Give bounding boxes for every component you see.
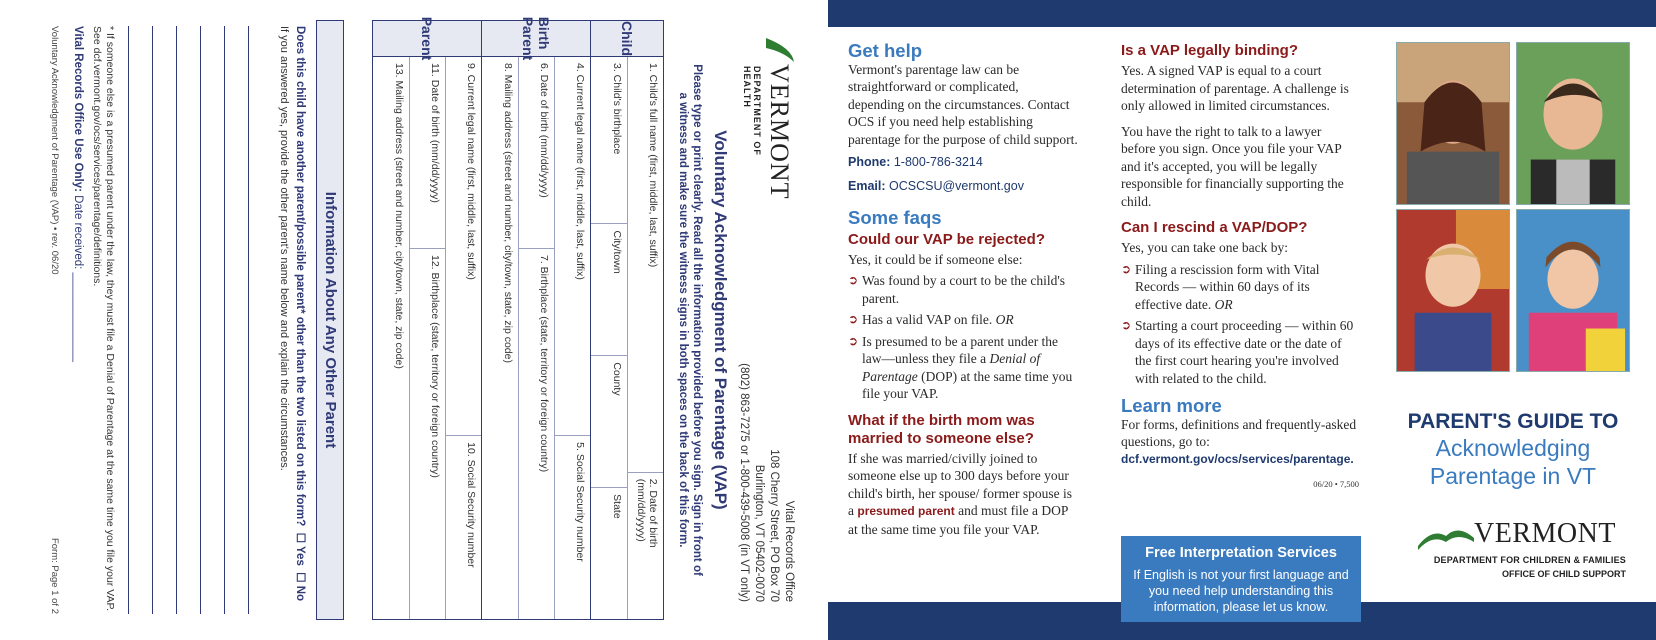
arrow-bullet-icon: ➲ — [1121, 261, 1132, 276]
bullet-text: Filing a rescission form with Vital Records — within 60 days of its effective date. — [1135, 261, 1320, 312]
photo-boy — [1516, 42, 1630, 205]
interpretation-body: If English is not your first language and you need help understanding this information, please let us know. — [1133, 568, 1349, 614]
footnote: * If someone else is a presumed parent under the law, they must file a Denial of Parentage at the same time you file your VAP. See dcf.vermont.gov/ocs/services/parentage/definitions. — [91, 26, 116, 612]
bp-name-field[interactable]: 4. Current legal name (first, middle, last, suffix) — [555, 57, 590, 436]
brochure-column-1 — [848, 42, 1078, 538]
child-name-field[interactable]: 1. Child's full name (first, middle, last, suffix) — [628, 57, 663, 473]
child-section — [590, 21, 663, 619]
other-parent-explain: If you answered yes, provide the other parent's name below and explain the circumstances. — [278, 26, 290, 471]
faq-q1: Could our VAP be rejected? — [848, 230, 1045, 248]
birth-parent-label — [482, 16, 590, 61]
no-checkbox[interactable]: ☐ — [294, 572, 306, 583]
child-birthplace-field: 3. Child's birthplace — [591, 57, 627, 224]
child-label — [591, 21, 663, 57]
list-item — [848, 272, 1078, 307]
office-use-only: Vital Records Office Use Only: Date received: ______________ — [72, 26, 84, 363]
p-address-field[interactable]: 13. Mailing address (street and number, city/town, state, zip code) — [393, 63, 405, 369]
arrow-bullet-icon: ➲ — [1121, 318, 1132, 332]
bp-birthplace-field[interactable]: 7. Birthplace (state, territory or foreign country) — [538, 255, 550, 473]
faq-a3b: You have the right to talk to a lawyer before you sign. Once you file your VAP and it's accepted, you will be legally responsible for financially supporting the child. — [1121, 123, 1344, 209]
yes-checkbox[interactable]: ☐ — [294, 532, 306, 544]
or-word: OR — [995, 312, 1014, 327]
learn-more-link[interactable]: dcf.vermont.gov/ocs/services/parentage. — [1121, 451, 1354, 466]
office-line: (802) 863-7275 or 1-800-439-5008 (in VT only) — [738, 363, 750, 602]
photo-toddler — [1396, 209, 1510, 372]
top-band — [828, 0, 1656, 27]
p-dob-field[interactable]: 11. Date of birth (mm/dd/yyyy) — [410, 57, 445, 249]
phone-number[interactable]: 1-800-786-3214 — [893, 155, 983, 169]
bullet-text: Was found by a court to be the child's parent. — [862, 273, 1066, 306]
dop-italic: Denial of Parentage — [862, 351, 1041, 384]
or-word: OR — [1214, 296, 1233, 312]
email-label: Email: — [848, 178, 886, 193]
parent-section — [373, 16, 481, 619]
arrow-bullet-icon: ➲ — [848, 273, 859, 287]
bp-ssn-field[interactable]: 5. Social Security number — [574, 442, 586, 562]
faq-a3: Yes. A signed VAP is equal to a court determination of parentage. A challenge is only allowed in limited circumstances. — [1121, 63, 1349, 113]
photo-woman — [1396, 42, 1510, 205]
faq-a4: Yes, you can take one back by: — [1121, 240, 1288, 255]
get-help-heading: Get help — [848, 40, 923, 61]
logo-word: VERMONT — [1474, 518, 1616, 549]
photo-girl — [1516, 209, 1630, 372]
birth-parent-section — [481, 16, 590, 619]
date-code: 06/20 • 7,500 — [1313, 479, 1359, 489]
faq-a2-post: and must file a DOP at the same time you file your VAP. — [848, 503, 1068, 537]
parent-label — [373, 16, 481, 61]
email-address[interactable]: OCSCSU@vermont.gov — [889, 178, 1024, 193]
p-birthplace-field[interactable]: 12. Birthplace (state, territory or foreign country) — [429, 255, 441, 478]
bullet-text: Is presumed to be a parent under the law—unless they file a — [862, 333, 1059, 366]
other-parent-question — [294, 26, 308, 614]
question-text: Does this child have another parent/possible parent* other than the two listed on this form? — [294, 26, 306, 527]
explanation-lines[interactable] — [128, 26, 272, 614]
photo-grid — [1396, 42, 1630, 376]
child-state-field[interactable]: State — [611, 494, 623, 519]
list-item — [848, 311, 1078, 329]
logo-dept: DEPARTMENT FOR CHILDREN & FAMILIES — [1433, 555, 1626, 565]
phone-label: Phone: — [848, 155, 891, 169]
guide-line-3: Parentage in VT — [1429, 463, 1597, 489]
brochure-panel — [828, 0, 1656, 640]
form-footer — [49, 26, 60, 614]
phone-line — [848, 154, 1078, 172]
logo-sub: OFFICE OF CHILD SUPPORT — [1501, 569, 1626, 579]
section-label: Child — [619, 21, 635, 56]
dop-tail: (DOP) at the same time you file your VAP. — [862, 368, 1073, 401]
section-label: Parent — [419, 16, 435, 61]
bp-address-field[interactable]: 8. Mailing address (street and number, city/town, state, zip code) — [502, 63, 514, 363]
date-received-label: Date received: — [72, 195, 84, 270]
vermont-mountain-icon — [1418, 522, 1474, 552]
interpretation-title: Free Interpretation Services — [1145, 545, 1337, 561]
child-city-field[interactable]: City/town — [591, 224, 627, 356]
other-parent-heading: Information About Any Other Parent — [316, 20, 344, 620]
get-help-body: Vermont's parentage law can be straightforward or complicated, depending on the circumstances. Contact OCS if you need help establishing parentage for the purpose of child support. — [848, 61, 1078, 147]
faq-q4: Can I rescind a VAP/DOP? — [1121, 219, 1308, 236]
brochure-column-2 — [1121, 42, 1359, 494]
child-dob-field[interactable]: 2. Date of birth (mm/dd/yyyy) — [635, 478, 659, 548]
vermont-health-logo — [736, 34, 796, 200]
section-label: Birth Parent — [520, 16, 552, 61]
no-label: No — [294, 585, 306, 602]
p-name-field[interactable]: 9. Current legal name (first, middle, last, suffix) — [446, 57, 481, 436]
guide-line-1: PARENT'S GUIDE TO — [1407, 410, 1619, 433]
bp-dob-field[interactable]: 6. Date of birth (mm/dd/yyyy) — [519, 57, 554, 249]
faq-a1: Yes, it could be if someone else: — [848, 251, 1023, 267]
faq-q3: Is a VAP legally binding? — [1121, 42, 1298, 59]
form-footer-left: Voluntary Acknowledgment of Parentage (VAP) • rev. 06/20 — [49, 26, 60, 275]
learn-more-body: For forms, definitions and frequently-asked questions, go to: — [1121, 416, 1357, 449]
office-use-label: Vital Records Office Use Only: — [72, 26, 84, 192]
logo-word: VERMONT — [765, 64, 794, 200]
child-county-field[interactable]: County — [591, 356, 627, 488]
guide-title — [1396, 410, 1630, 490]
faq-a2 — [848, 450, 1078, 539]
p-ssn-field[interactable]: 10. Social Security number — [465, 442, 477, 568]
interpretation-box — [1121, 536, 1361, 622]
learn-more-heading: Learn more — [1121, 395, 1222, 416]
list-item — [1121, 261, 1359, 314]
form-instructions: Please type or print clearly. Read all the information provided before you sign. Sign in front of a witness and make sure the witness signs in both spaces on the back of this form. — [677, 64, 703, 576]
faq-q2: What if the birth mom was married to someone else? — [848, 411, 1035, 447]
office-line: Vital Records Office — [783, 500, 795, 602]
faq-a4-list — [1121, 261, 1359, 388]
list-item — [848, 333, 1078, 403]
yes-label: Yes — [294, 546, 306, 566]
email-line — [848, 178, 1078, 196]
presumed-parent-term: presumed parent — [857, 504, 955, 518]
guide-line-2: Acknowledging — [1435, 435, 1591, 461]
faqs-heading: Some faqs — [848, 207, 942, 228]
list-item — [1121, 317, 1359, 387]
form-title: Voluntary Acknowledgment of Parentage (VAP) — [711, 130, 730, 510]
faq-a1-list — [848, 272, 1078, 403]
arrow-bullet-icon: ➲ — [848, 312, 859, 326]
form-footer-right: Form: Page 1 of 2 — [49, 537, 60, 614]
office-line: Burlington, VT 05402-0070 — [753, 464, 765, 602]
vermont-dcf-logo — [1418, 518, 1628, 588]
arrow-bullet-icon: ➲ — [848, 333, 859, 348]
logo-dept: DEPARTMENT OF HEALTH — [742, 66, 762, 156]
faq-a2-pre: If she was married/civilly joined to someone else up to 300 days before your child's birth, her spouse/ former spouse is a — [848, 450, 1073, 518]
bullet-text: Has a valid VAP on file. — [862, 312, 993, 327]
vap-form-rotated — [24, 16, 796, 620]
office-address — [736, 332, 796, 602]
vermont-leaf-icon — [762, 34, 796, 64]
form-grid — [372, 16, 664, 620]
bullet-text: Starting a court proceeding — within 60 days of its effective date or the date of the first court hearing you're involved with related to the child. — [1135, 318, 1354, 386]
office-line: 108 Cherry Street, PO Box 70 — [768, 449, 780, 602]
